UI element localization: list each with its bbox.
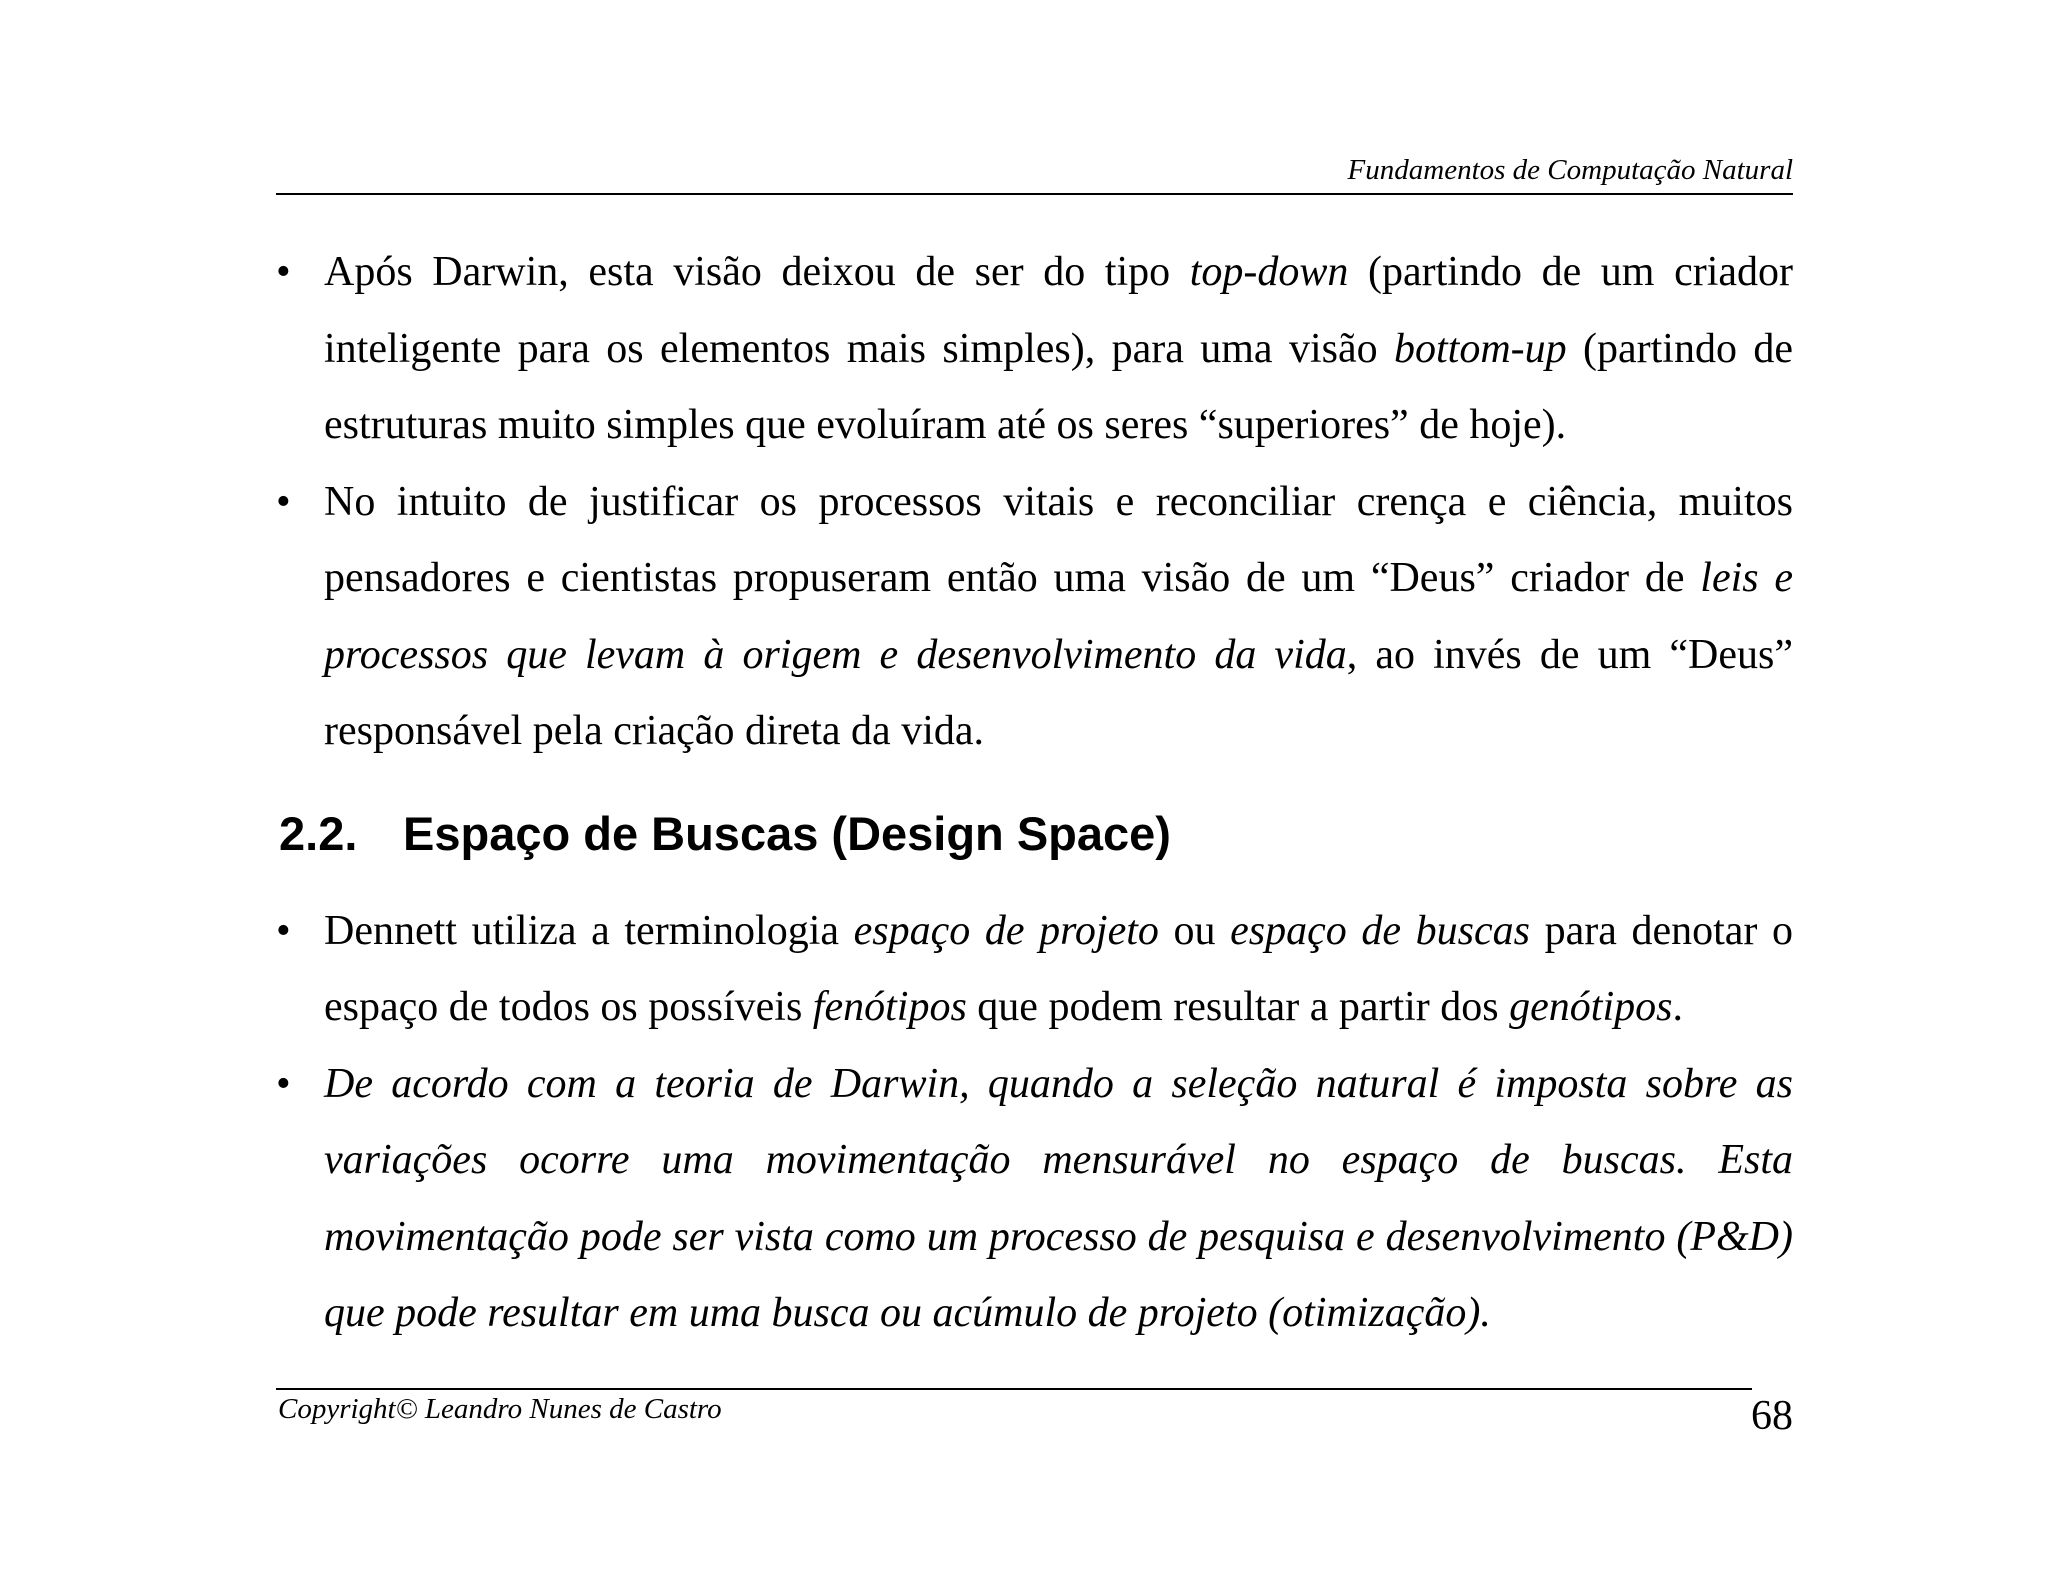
bullet-item [276, 893, 1793, 1046]
bullet-text [324, 908, 1793, 1031]
bullet-marker: • [276, 249, 291, 295]
italic-term: fenótipos [812, 984, 967, 1030]
bullet-text [324, 1061, 1793, 1337]
italic-term: genótipos [1509, 984, 1673, 1030]
bullet-text [324, 479, 1793, 755]
bullet-item [276, 234, 1793, 464]
bullet-item [276, 464, 1793, 770]
italic-term: leis e processos que levam à origem e desenvolvimento da vida [324, 555, 1794, 678]
footer-rule [276, 1388, 1752, 1390]
text-segment: Dennett utiliza a terminologia [324, 907, 854, 954]
text-segment: , ao invés de um “Deus” responsável pela criação direta da vida. [324, 631, 1793, 754]
text-segment: (partindo de estruturas muito simples que evoluíram até os seres “superiores” de hoje). [324, 325, 1793, 448]
running-header-title: Fundamentos de Computação Natural [1347, 154, 1793, 186]
bullet-text [324, 249, 1793, 448]
bullet-marker: • [276, 1060, 291, 1107]
bullet-list-intro [276, 234, 1793, 770]
italic-term: espaço de buscas [1230, 907, 1530, 954]
text-segment: No intuito de justificar os processos vitais e reconciliar crença e ciência, muitos pensadores e cientistas propuseram então uma visão de um “Deus” criador de [324, 478, 1793, 601]
text-segment: para denotar o espaço de todos os possíveis [324, 907, 1793, 1030]
text-segment: De acordo com a teoria de Darwin, quando a seleção natural é imposta sobre as variações ocorre uma movimentação mensurável no espaço de buscas. Esta movimentação pode ser vista como um processo de pesquisa e desenvolvimento (P&D) que pode resultar em uma busca ou acúmulo de projeto (otimização). [324, 1060, 1793, 1336]
bullet-item [276, 1046, 1793, 1352]
italic-term: top-down [1189, 249, 1349, 295]
section-number: 2.2. [279, 806, 358, 860]
text-segment: que podem resultar a partir dos [966, 984, 1510, 1030]
footer-copyright: Copyright© Leandro Nunes de Castro [278, 1393, 722, 1425]
text-segment: Após Darwin, esta visão deixou de ser do tipo [324, 249, 1190, 295]
bullet-marker: • [276, 907, 291, 954]
bullet-list-design-space [276, 893, 1793, 1352]
text-segment: . [1672, 984, 1683, 1030]
text-segment: ou [1158, 907, 1231, 954]
bullet-marker: • [276, 478, 291, 525]
text-segment: (partindo de um criador inteligente para os elementos mais simples), para uma visão [324, 249, 1794, 372]
header-rule [276, 193, 1793, 195]
section-title: Espaço de Buscas (Design Space) [403, 806, 1171, 860]
italic-term: espaço de projeto [853, 907, 1159, 954]
section-heading [279, 806, 1793, 861]
page-number: 68 [1751, 1393, 1793, 1439]
italic-term: bottom-up [1393, 325, 1567, 372]
page-content [276, 234, 1793, 1352]
